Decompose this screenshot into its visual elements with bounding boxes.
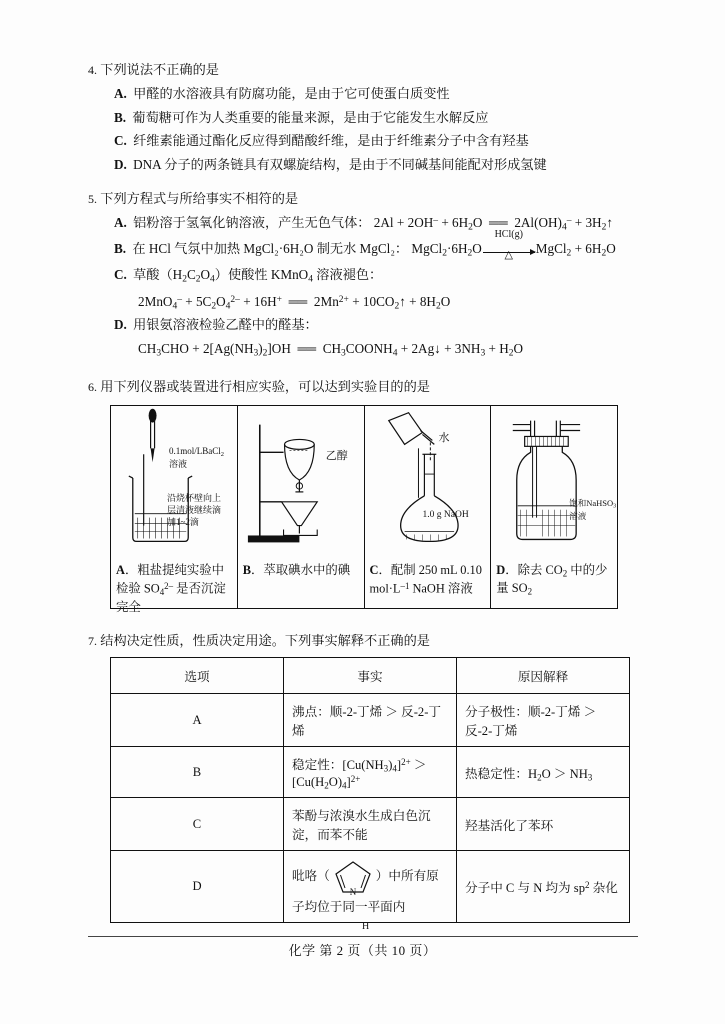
question-4-stem xyxy=(88,60,648,80)
annotation-naoh-mass: 1.0 g NaOH xyxy=(422,509,469,520)
header-fact: 事实 xyxy=(284,658,457,694)
apparatus-caption-a: A．粗盐提纯实验中检验 $SO_4^{2-}$ 是否沉淀完全 xyxy=(116,562,226,615)
reaction-arrow xyxy=(482,228,536,261)
option-c-text: 纤维素能通过酯化反应得到醋酸纤维，是由于纤维素分子中含有羟基 xyxy=(133,133,529,149)
option-a-text: 铝粉溶于氢氧化钠溶液，产生无色气体： xyxy=(133,215,371,231)
question-7-stem xyxy=(88,631,648,651)
option-a-label: A. xyxy=(114,86,127,102)
apparatus-figure-c xyxy=(365,406,491,558)
table-row xyxy=(111,851,630,923)
apparatus-figure-d xyxy=(491,406,617,558)
row-option-a: A xyxy=(111,694,284,747)
row-fact-a: 沸点：顺-2-丁烯 ＞ 反-2-丁烯 xyxy=(284,694,457,747)
option-a-label: A. xyxy=(114,215,127,231)
option-d-label: D. xyxy=(114,317,127,333)
volumetric-flask-diagram xyxy=(365,406,491,558)
question-7-number: 7. xyxy=(88,633,97,648)
arrow-top-label: HCl(g) xyxy=(494,228,523,240)
apparatus-figure-row xyxy=(111,405,618,608)
option-c xyxy=(114,130,648,151)
equation-d: $CH_3CHO + 2[Ag(NH_3)_2]OH$ ══ $CH_3COONH_4$ + 2Ag↓ + $3NH_3 + H_2O$ xyxy=(138,340,524,359)
annotation-ethanol: 乙醇 xyxy=(325,449,348,462)
option-d xyxy=(114,154,648,175)
question-4-number: 4. xyxy=(88,63,97,77)
question-5-number: 5. xyxy=(88,191,97,206)
annotation-nahso3: 饱和NaHSO$_3$溶液 xyxy=(569,497,617,522)
page-footer: 化学 第 2 页（共 10 页） xyxy=(288,943,437,958)
apparatus-cell-b xyxy=(237,405,364,608)
question-7-stem-text: 结构决定性质，性质决定用途。下列事实解释不正确的是 xyxy=(100,632,430,648)
apparatus-cell-c xyxy=(364,405,491,608)
option-c-label: C. xyxy=(114,267,127,283)
apparatus-cell-d xyxy=(491,405,618,608)
option-b-text: 在 HCl 气氛中加热 MgCl₂·6H₂O 制无水 MgCl₂： xyxy=(132,241,409,257)
annotation-water: 水 xyxy=(438,431,450,444)
option-d xyxy=(114,314,648,335)
footer-divider xyxy=(88,936,638,937)
question-4-options xyxy=(88,83,648,175)
option-a-text: 甲醛的水溶液具有防腐功能，是由于它可使蛋白质变性 xyxy=(133,86,450,102)
option-b xyxy=(114,107,648,128)
svg-text:N: N xyxy=(349,887,357,897)
pyrrole-structure-icon xyxy=(332,858,374,896)
apparatus-caption-b: B．萃取碘水中的碘 xyxy=(242,562,351,577)
question-4-stem-text: 下列说法不正确的是 xyxy=(100,62,219,77)
equation-a: $2Al + 2OH^- + 6H_2O$ ══ $2Al(OH)_4^-$ + $3H_2↑$ xyxy=(373,215,613,234)
funnel-filtration-diagram xyxy=(238,406,364,558)
question-5 xyxy=(88,189,648,362)
page-content xyxy=(88,60,648,933)
row-option-c: C xyxy=(111,798,284,851)
question-6-number: 6. xyxy=(88,380,97,395)
row-fact-d: 吡咯（ N ）中所有原子均位于同一平面内 H xyxy=(284,851,457,923)
row-reason-b: 热稳定性：$H_2O > NH_3$ xyxy=(457,747,630,798)
option-d-text: 用银氨溶液检验乙醛中的醛基： xyxy=(133,317,318,333)
apparatus-figure-b xyxy=(238,406,364,558)
equation-c: $2MnO_4^- + 5C_2O_4^{2-} + 16H^+$ ══ $2Mn^{2+}$ + $10CO_2↑ + 8H_2O$ xyxy=(138,293,451,312)
option-b xyxy=(114,228,648,262)
question-6-stem xyxy=(88,377,648,397)
row-fact-c: 苯酚与浓溴水生成白色沉淀，而苯不能 xyxy=(284,798,457,851)
option-c-text: 草酸$(H_2C_2O_4)$使酸性 KMnO$_4$ 溶液褪色： xyxy=(133,267,383,286)
beaker-dropper-diagram xyxy=(111,406,237,558)
option-c-label: C. xyxy=(114,133,127,149)
annotation-dropwise: 沿烧杯壁向上 层清液继续滴 加1~2滴 xyxy=(167,492,222,528)
pyrrole-h-label: H xyxy=(362,921,370,933)
table-header-row xyxy=(111,658,630,694)
option-a xyxy=(114,83,648,104)
question-6-stem-text: 用下列仪器或装置进行相应实验，可以达到实验目的的是 xyxy=(100,379,430,395)
question-6 xyxy=(88,377,648,615)
header-option: 选项 xyxy=(111,658,284,694)
question-5-options xyxy=(88,212,648,361)
option-a xyxy=(114,212,648,236)
row-option-d: D xyxy=(111,851,284,923)
row-reason-a: 分子极性：顺-2-丁烯 ＞ 反-2-丁烯 xyxy=(457,694,630,747)
question-5-stem-text: 下列方程式与所给事实不相符的是 xyxy=(100,190,299,206)
option-c xyxy=(114,264,648,288)
row-fact-b: 稳定性：$[Cu(NH_3)_4]^{2+} > [Cu(H_2O)_4]^{2+}$ xyxy=(284,747,457,798)
question-5-stem xyxy=(88,189,648,209)
apparatus-caption-d: D．除去 $CO_2$ 中的少量 $SO_2$ xyxy=(496,562,608,597)
annotation-bacl2: 0.1mol/LBaCl$_2$ 溶液 xyxy=(169,445,224,469)
arrow-bottom-label: △ xyxy=(504,248,513,261)
table-row xyxy=(111,798,630,851)
option-b-label: B. xyxy=(114,241,127,257)
question-7 xyxy=(88,631,648,933)
apparatus-table xyxy=(110,405,618,615)
apparatus-caption-c: C．配制 250 mL 0.10 $mol\cdot L^{-1}$ NaOH 溶液 xyxy=(369,562,482,596)
table-row xyxy=(111,747,630,798)
row-reason-c: 羟基活化了苯环 xyxy=(457,798,630,851)
option-b-text: 葡萄糖可作为人类重要的能量来源，是由于它能发生水解反应 xyxy=(132,109,489,125)
gas-washing-bottle-diagram xyxy=(491,406,617,558)
question-4 xyxy=(88,60,648,175)
header-reason: 原因解释 xyxy=(457,658,630,694)
apparatus-cell-a xyxy=(111,405,238,615)
table-row xyxy=(111,694,630,747)
option-b-label: B. xyxy=(114,109,127,125)
equation-b: $MgCl_2\cdot 6H_2O$ HCl(g) △ MgCl$_2$ + $6H_2O$ xyxy=(411,241,615,256)
option-d-text: DNA 分子的两条链具有双螺旋结构，是由于不同碱基间能配对形成氢键 xyxy=(133,156,547,172)
fact-explanation-table xyxy=(110,657,630,933)
apparatus-figure-a xyxy=(111,406,237,558)
row-reason-d: 分子中 C 与 N 均为 $sp^2$ 杂化 xyxy=(457,851,630,923)
option-d-label: D. xyxy=(114,156,127,172)
row-option-b: B xyxy=(111,747,284,798)
